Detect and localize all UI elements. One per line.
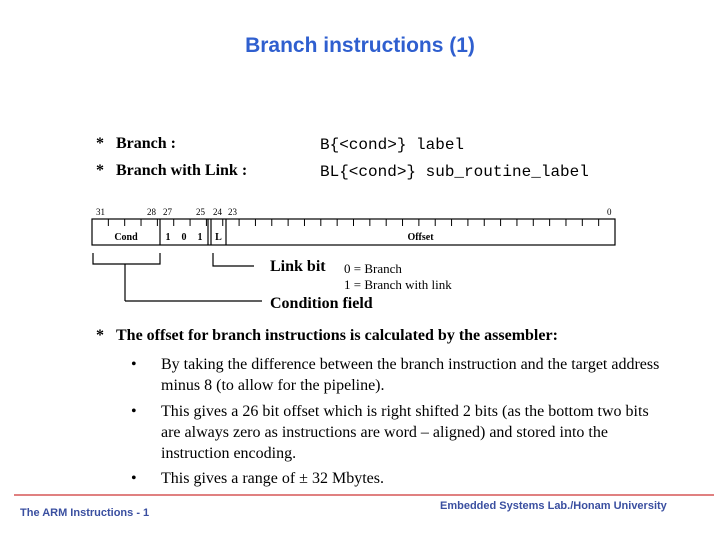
- bit-number-24: 24: [213, 207, 222, 217]
- bullet-text: This gives a range of ± 32 Mbytes.: [161, 470, 384, 487]
- bit-number-25: 25: [196, 207, 205, 217]
- bit-number-27: 27: [163, 207, 172, 217]
- link-bit-zero-meaning: 0 = Branch: [344, 261, 402, 276]
- syntax-code-branch-link: BL{<cond>} sub_routine_label: [320, 163, 589, 181]
- bullet-marker: •: [131, 470, 137, 487]
- syntax-bullet-branch: *: [96, 135, 104, 152]
- syntax-bullet-branch-link: *: [96, 162, 104, 179]
- field-bit26: 0: [181, 232, 187, 243]
- main-point-bullet: *: [96, 327, 104, 344]
- main-point-text: The offset for branch instructions is calculated by the assembler:: [116, 327, 558, 344]
- syntax-code-branch: B{<cond>} label: [320, 136, 465, 154]
- bit-number-23: 23: [228, 207, 237, 217]
- condition-field-label: Condition field: [270, 295, 373, 312]
- field-offset: Offset: [407, 232, 434, 243]
- field-link-bit: L: [215, 232, 222, 243]
- bit-number-31: 31: [96, 207, 105, 217]
- footer-slide-label: The ARM Instructions - 1: [20, 507, 150, 519]
- bullet-marker: •: [131, 356, 137, 373]
- link-bit-label: Link bit: [270, 258, 326, 275]
- bullet-text: By taking the difference between the branch instruction and the target address minus 8 (to allow for the pipeline).: [161, 356, 660, 394]
- bullet-marker: •: [131, 403, 137, 420]
- field-bit27: 1: [165, 232, 171, 243]
- syntax-label-branch: Branch :: [116, 135, 176, 152]
- bit-number-28: 28: [147, 207, 156, 217]
- field-bit25: 1: [197, 232, 203, 243]
- footer-affiliation: Embedded Systems Lab./Honam University: [440, 500, 667, 512]
- link-bit-one-meaning: 1 = Branch with link: [344, 277, 452, 292]
- footer-divider: [14, 494, 714, 496]
- bit-number-0: 0: [607, 207, 612, 217]
- syntax-label-branch-link: Branch with Link :: [116, 162, 248, 179]
- field-cond: Cond: [114, 232, 138, 243]
- slide-title: Branch instructions (1): [245, 34, 475, 57]
- bullet-text: This gives a 26 bit offset which is right shifted 2 bits (as the bottom two bits are always zero as instructions are word – aligned) and stored into the instruction encoding.: [161, 403, 649, 462]
